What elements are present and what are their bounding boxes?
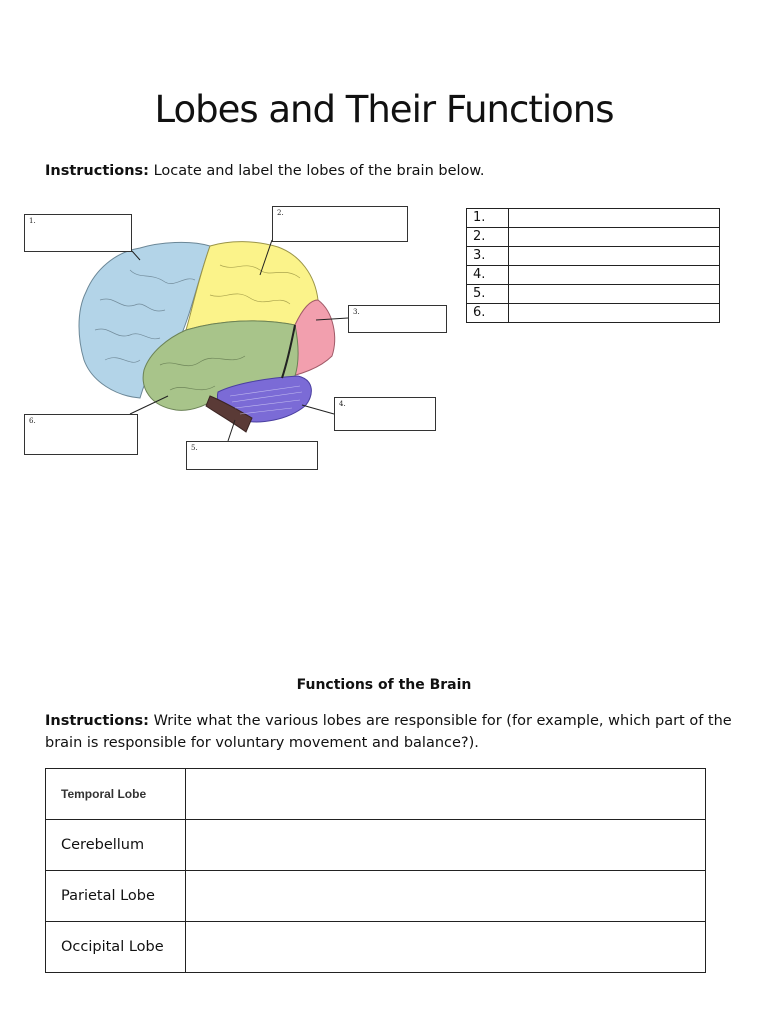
- answer-row-number: 6.: [467, 304, 509, 323]
- function-answer-cell[interactable]: [186, 922, 706, 973]
- answer-row-number: 3.: [467, 247, 509, 266]
- functions-table: [45, 768, 706, 973]
- answer-input-cell[interactable]: [509, 304, 720, 323]
- lobe-name-cell: Parietal Lobe: [46, 871, 186, 922]
- answer-row-number: 2.: [467, 228, 509, 247]
- table-row: [46, 769, 706, 820]
- function-answer-cell[interactable]: [186, 871, 706, 922]
- diagram-label-box-6[interactable]: 6.: [24, 414, 138, 455]
- answer-input-cell[interactable]: [509, 247, 720, 266]
- diagram-label-box-5[interactable]: 5.: [186, 441, 318, 470]
- diagram-label-box-2[interactable]: 2.: [272, 206, 408, 242]
- answer-row: [467, 228, 720, 247]
- answer-input-cell[interactable]: [509, 228, 720, 247]
- answer-row-number: 1.: [467, 209, 509, 228]
- functions-heading: Functions of the Brain: [296, 677, 472, 693]
- function-answer-cell[interactable]: [186, 820, 706, 871]
- answer-row-number: 5.: [467, 285, 509, 304]
- lobe-name-cell: Occipital Lobe: [46, 922, 186, 973]
- table-row: [46, 820, 706, 871]
- instructions-text: Locate and label the lobes of the brain below.: [148, 163, 485, 179]
- diagram-label-box-4[interactable]: 4.: [334, 397, 436, 431]
- instructions-label: Instructions:: [45, 163, 149, 179]
- answer-row: [467, 247, 720, 266]
- table-row: [46, 922, 706, 973]
- answer-input-cell[interactable]: [509, 266, 720, 285]
- answer-input-cell[interactable]: [509, 209, 720, 228]
- functions-instructions: [45, 710, 735, 754]
- diagram-label-box-3[interactable]: 3.: [348, 305, 447, 333]
- answer-input-cell[interactable]: [509, 285, 720, 304]
- answer-row-number: 4.: [467, 266, 509, 285]
- answer-row: [467, 304, 720, 323]
- diagram-label-box-1[interactable]: 1.: [24, 214, 132, 252]
- lobe-name-cell: Temporal Lobe: [46, 769, 186, 820]
- answer-row: [467, 266, 720, 285]
- answer-table: [466, 208, 720, 323]
- answer-row: [467, 209, 720, 228]
- instructions-text: Write what the various lobes are responsible for (for example, which part of the brain is responsible for voluntary movement and balance?).: [45, 713, 732, 751]
- answer-row: [467, 285, 720, 304]
- function-answer-cell[interactable]: [186, 769, 706, 820]
- worksheet-title: Lobes and Their Functions: [154, 88, 614, 131]
- table-row: [46, 871, 706, 922]
- lobe-name-cell: Cerebellum: [46, 820, 186, 871]
- instructions-label: Instructions:: [45, 713, 149, 729]
- diagram-instructions: [45, 160, 735, 182]
